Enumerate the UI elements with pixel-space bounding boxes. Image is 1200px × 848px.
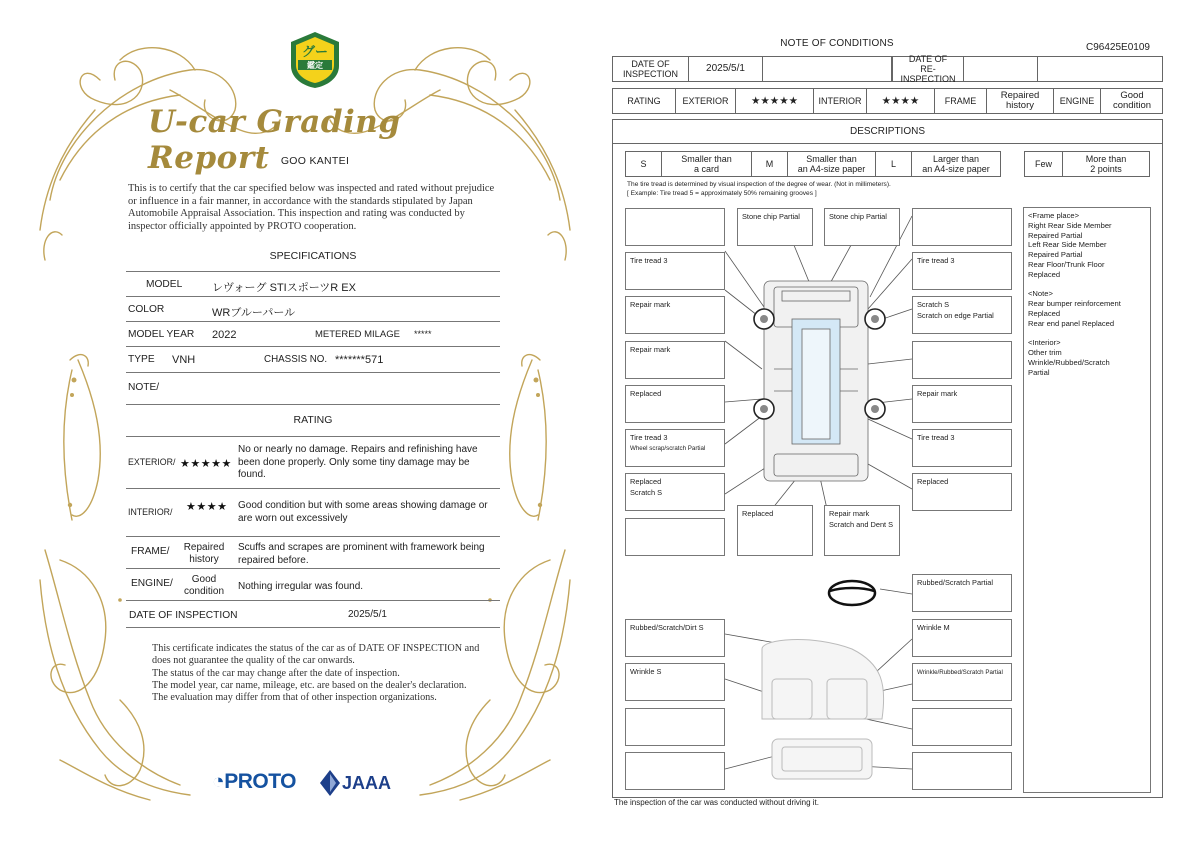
divider (126, 627, 500, 628)
note-line: Rear bumper reinforcement (1028, 299, 1121, 309)
condition-box (625, 708, 725, 746)
condition-box (912, 252, 1012, 290)
proto-mark-icon: ◔ (212, 770, 225, 793)
empty-cell (1038, 57, 1163, 81)
condition-text: Repair mark (917, 389, 958, 398)
legend-line: a card (693, 164, 719, 174)
report-subtitle: GOO KANTEI (280, 155, 350, 167)
note-line: <Interior> (1028, 338, 1061, 348)
interior-label: INTERIOR/ (128, 507, 173, 517)
jaaa-mark-icon (320, 770, 340, 796)
condition-text: Tire tread 3 (630, 256, 668, 265)
condition-box (912, 663, 1012, 701)
condition-box (625, 341, 725, 379)
condition-text: Stone chip Partial (829, 212, 887, 221)
condition-text: Tire tread 3 (917, 256, 955, 265)
condition-text: Tire tread 3 (917, 433, 955, 442)
proto-logo (212, 770, 296, 794)
label-line: DATE OF (908, 54, 948, 64)
condition-box (912, 385, 1012, 423)
condition-text: Replaced (630, 477, 662, 486)
proto-logo-text: PROTO (224, 770, 296, 793)
condition-box (912, 574, 1012, 612)
color-label: COLOR (128, 304, 165, 315)
date-of-inspection-label (613, 57, 689, 81)
condition-text: Rubbed/Scratch Partial (917, 578, 993, 587)
footer-note: The inspection of the car was conducted without driving it. (614, 798, 819, 807)
condition-box (737, 505, 813, 556)
condition-box (625, 663, 725, 701)
note-line: Replaced (1028, 269, 1061, 279)
legend-line: Smaller than (681, 154, 732, 164)
specifications-heading: SPECIFICATIONS (269, 250, 357, 262)
rating-label: RATING (613, 89, 676, 113)
condition-box (625, 385, 725, 423)
inspection-date-label: DATE OF INSPECTION (129, 610, 238, 621)
legend-m: M (752, 152, 788, 176)
color-value: WRブルーパール (212, 307, 296, 319)
label-line: DATE OF (631, 59, 670, 69)
note-line: Rear end panel Replaced (1028, 318, 1115, 328)
date-row (612, 56, 1163, 82)
exterior-label: EXTERIOR/ (128, 457, 176, 467)
legend-line: More than (1085, 154, 1127, 164)
empty-cell (763, 57, 892, 81)
note-line: Partial (1028, 367, 1050, 377)
value-line: condition (1112, 100, 1152, 111)
chassis-label: CHASSIS NO. (264, 354, 328, 365)
note-line: Other trim (1028, 348, 1062, 358)
note-line: Left Rear Side Member (1028, 240, 1107, 250)
divider (126, 346, 500, 347)
disclaimer-line: The model year, car name, mileage, etc. are based on the dealer's declaration. (152, 679, 467, 691)
model-year-label: MODEL YEAR (128, 329, 195, 340)
engine-label: ENGINE (1054, 89, 1101, 113)
condition-box (625, 473, 725, 511)
divider (126, 271, 500, 272)
value-line: Repaired (1000, 90, 1040, 101)
engine-value (176, 574, 232, 598)
condition-text: Stone chip Partial (742, 212, 800, 221)
metered-mileage-value: ***** (414, 329, 432, 339)
divider (126, 372, 500, 373)
note-line: Rear Floor/Trunk Floor (1028, 259, 1105, 269)
divider (126, 600, 500, 601)
note-line: Wrinkle/Rubbed/Scratch (1028, 357, 1110, 367)
conditions-title: NOTE OF CONDITIONS (780, 38, 894, 49)
tire-example: [ Example: Tire tread 5 = approximately 50% remaining grooves ] (627, 190, 817, 197)
condition-text: Wrinkle/Rubbed/Scratch Partial (917, 669, 1003, 676)
frame-value-line2: history (189, 554, 219, 565)
condition-text: Wheel scrap/scratch Partial (630, 444, 706, 452)
condition-text: Replaced (742, 509, 774, 518)
interior-label: INTERIOR (814, 89, 867, 113)
label-line: RE-INSPECTION (900, 64, 956, 84)
note-spacer (1028, 329, 1146, 339)
frame-value-line1: Repaired (183, 542, 225, 553)
condition-box (625, 619, 725, 657)
note-spacer (1028, 280, 1146, 290)
condition-box (912, 619, 1012, 657)
note-line: <Frame place> (1028, 211, 1080, 220)
rating-row (612, 88, 1163, 114)
exterior-stars: ★★★★★ (180, 458, 232, 470)
engine-value-line1: Good (191, 574, 217, 585)
frame-value (987, 89, 1054, 113)
engine-description: Nothing irregular was found. (238, 581, 364, 592)
condition-box (912, 341, 1012, 379)
date-of-inspection-value: 2025/5/1 (689, 57, 763, 81)
condition-text: Repair mark (829, 509, 870, 518)
condition-box (625, 752, 725, 790)
condition-text: Repair mark (630, 300, 671, 309)
divider (126, 568, 500, 569)
condition-text: Replaced (917, 477, 949, 486)
model-value: レヴォーグ STIスポーツR EX (212, 282, 356, 294)
disclaimer-line: The evaluation may differ from that of other inspection organizations. (152, 692, 437, 704)
engine-value (1101, 89, 1163, 113)
condition-box (625, 208, 725, 246)
condition-box (625, 429, 725, 467)
condition-box (625, 518, 725, 556)
divider (126, 404, 500, 405)
divider (126, 436, 500, 437)
svg-text:鑑定: 鑑定 (307, 61, 323, 70)
condition-box (625, 296, 725, 334)
condition-box (912, 752, 1012, 790)
condition-box (824, 208, 900, 246)
note-line: Repaired Partial (1028, 230, 1083, 240)
legend-line: an A4-size paper (797, 164, 866, 174)
note-line: Replaced (1028, 308, 1061, 318)
legend-line: 2 points (1090, 164, 1122, 174)
frame-value (176, 542, 232, 566)
goo-kantei-badge-logo (287, 30, 343, 90)
note-line: <Note> (1028, 289, 1053, 299)
inspection-date-value: 2025/5/1 (348, 609, 387, 620)
reinspection-label (892, 54, 964, 84)
legend-line: an A4-size paper (922, 164, 990, 174)
descriptions-heading: DESCRIPTIONS (612, 119, 1163, 144)
note-label: NOTE/ (128, 382, 160, 393)
condition-box (912, 296, 1012, 334)
condition-text: Rubbed/Scratch/Dirt S (630, 623, 704, 632)
divider (126, 296, 500, 297)
frame-description: Scuffs and scrapes are prominent with framework being repaired before. (238, 542, 485, 566)
model-label: MODEL (146, 279, 183, 290)
type-value: VNH (172, 354, 196, 366)
type-label: TYPE (128, 354, 155, 365)
frame-label: FRAME/ (131, 546, 170, 557)
condition-text: Wrinkle M (917, 623, 950, 632)
value-line: Good (1120, 90, 1144, 101)
badge-logo-mark: グー (301, 45, 329, 60)
note-line: Repaired Partial (1028, 250, 1083, 260)
reinspection-value (964, 57, 1038, 81)
certification-statement: This is to certify that the car specified below was inspected and rated without prejudice or influence in a fair manner, in accordance with the standards stipulated by Japan Automobile Appraisal Association. This inspection and rating was conducted by inspector officially appointed by PROTO cooperation. (128, 183, 495, 232)
engine-value-line2: condition (183, 586, 225, 597)
disclaimer (152, 643, 492, 704)
model-year-value: 2022 (212, 329, 237, 341)
condition-box (912, 429, 1012, 467)
rating-heading: RATING (293, 414, 333, 426)
divider (126, 321, 500, 322)
legend-few: Few (1025, 152, 1063, 176)
notes-column (1023, 207, 1151, 793)
condition-box (912, 708, 1012, 746)
jaaa-logo-text: JAAA (342, 773, 392, 793)
exterior-label: EXTERIOR (676, 89, 736, 113)
condition-box (625, 252, 725, 290)
divider (126, 488, 500, 489)
document-id: C96425E0109 (1086, 42, 1150, 53)
condition-box (824, 505, 900, 556)
legend-l: L (876, 152, 912, 176)
value-line: history (1006, 100, 1034, 111)
condition-text: Scratch on edge Partial (917, 310, 994, 320)
condition-box (737, 208, 813, 246)
condition-text: Scratch S (630, 487, 663, 497)
condition-box (912, 473, 1012, 511)
note-line: Right Rear Side Member (1028, 220, 1112, 230)
condition-text: Replaced (630, 389, 662, 398)
chassis-value: *******571 (335, 354, 384, 366)
condition-box (912, 208, 1012, 246)
legend-line: Larger than (932, 154, 980, 164)
divider (126, 536, 500, 537)
interior-description: Good condition but with some areas showing damage or are worn out excessively (238, 500, 488, 524)
disclaimer-line: This certificate indicates the status of the car as of DATE OF INSPECTION and does not guarantee the quality of the car onwards. (152, 643, 480, 667)
label-line: INSPECTION (622, 69, 678, 79)
condition-text: Tire tread 3 (630, 433, 668, 442)
condition-text: Scratch S (917, 300, 950, 309)
disclaimer-line: The status of the car may change after the date of inspection. (152, 667, 400, 679)
legend-line: Smaller than (806, 154, 857, 164)
tire-note: The tire tread is determined by visual inspection of the degree of wear. (Not in millimeters). (627, 181, 891, 188)
metered-mileage-label: METERED MILAGE (315, 329, 400, 340)
legend-s: S (626, 152, 662, 176)
frame-label: FRAME (935, 89, 987, 113)
condition-text: Scratch and Dent S (829, 519, 894, 529)
exterior-stars: ★★★★★ (736, 89, 814, 113)
engine-label: ENGINE/ (131, 578, 173, 589)
report-script-title: U-car Grading Report (148, 104, 401, 176)
condition-text: Repair mark (630, 345, 671, 354)
interior-stars: ★★★★ (186, 501, 228, 513)
condition-text: Wrinkle S (630, 667, 662, 676)
exterior-description: No or nearly no damage. Repairs and refinishing have been done properly. Only some tiny damage may be found. (238, 444, 478, 480)
interior-stars: ★★★★ (867, 89, 935, 113)
